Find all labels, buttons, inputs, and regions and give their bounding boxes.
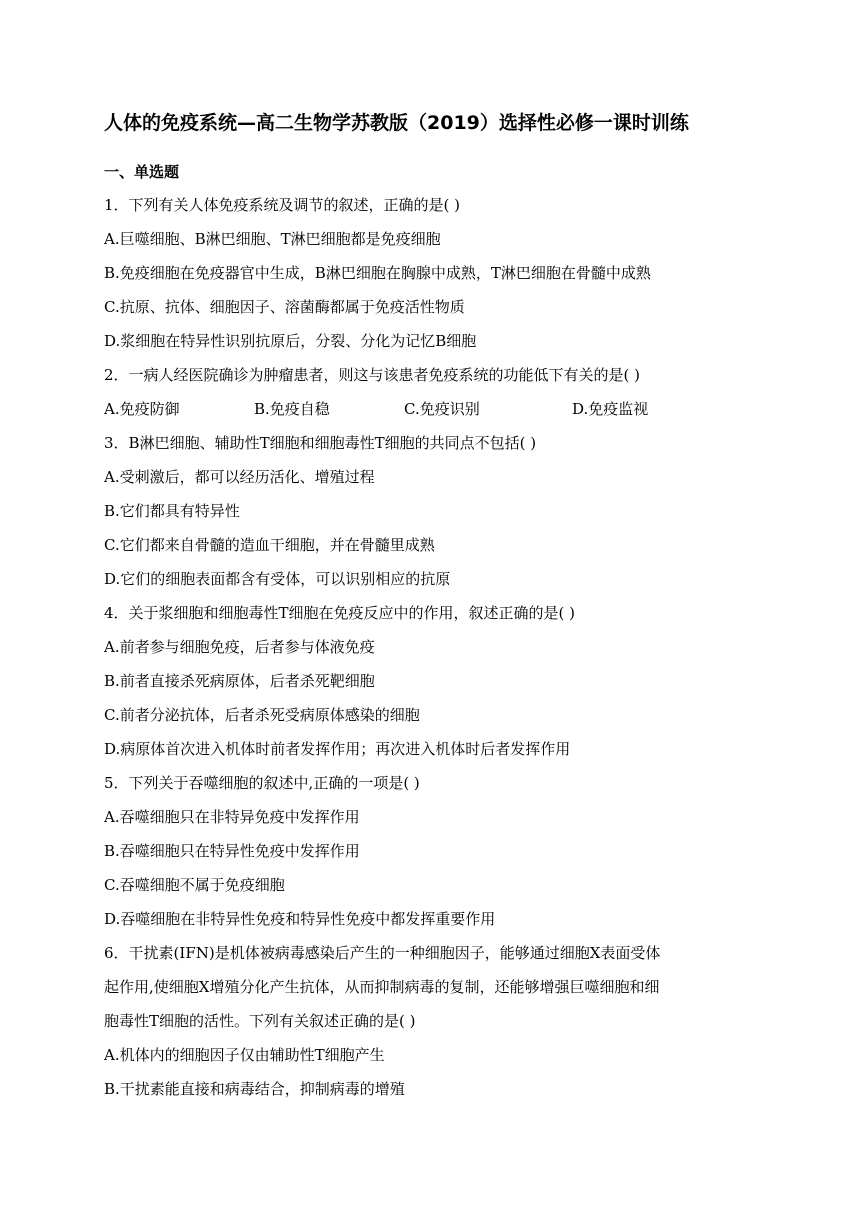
question-stem: 2．一病人经医院确诊为肿瘤患者，则这与该患者免疫系统的功能低下有关的是( )	[104, 366, 641, 384]
question-stem: 3．B淋巴细胞、辅助性T细胞和细胞毒性T细胞的共同点不包括( )	[104, 434, 537, 452]
option-c: C.免疫识别	[404, 400, 480, 418]
option-b: B.它们都具有特异性	[104, 502, 240, 520]
option-d: D.吞噬细胞在非特异性免疫和特异性免疫中都发挥重要作用	[104, 910, 496, 928]
question-stem-line: 6．干扰素(IFN)是机体被病毒感染后产生的一种细胞因子，能够通过细胞X表面受体	[104, 944, 661, 962]
document-title: 人体的免疫系统—高二生物学苏教版（2019）选择性必修一课时训练	[104, 112, 689, 134]
option-c: C.它们都来自骨髓的造血干细胞，并在骨髓里成熟	[104, 536, 435, 554]
option-d: D.免疫监视	[572, 400, 649, 418]
option-b: B.免疫自稳	[254, 400, 330, 418]
option-c: C.抗原、抗体、细胞因子、溶菌酶都属于免疫活性物质	[104, 298, 465, 316]
option-a: A.前者参与细胞免疫，后者参与体液免疫	[104, 638, 375, 656]
option-b: B.前者直接杀死病原体，后者杀死靶细胞	[104, 672, 375, 690]
question-list	[104, 188, 764, 1106]
option-d: D.病原体首次进入机体时前者发挥作用；再次进入机体时后者发挥作用	[104, 740, 571, 758]
option-d: D.浆细胞在特异性识别抗原后，分裂、分化为记忆B细胞	[104, 332, 477, 350]
question-stem-line: 胞毒性T细胞的活性。下列有关叙述正确的是( )	[104, 1012, 416, 1030]
option-a: A.巨噬细胞、B淋巴细胞、T淋巴细胞都是免疫细胞	[104, 230, 441, 248]
question-stem: 1．下列有关人体免疫系统及调节的叙述，正确的是( )	[104, 196, 461, 214]
option-row	[104, 392, 764, 426]
question-stem: 4．关于浆细胞和细胞毒性T细胞在免疫反应中的作用，叙述正确的是( )	[104, 604, 576, 622]
option-a: A.机体内的细胞因子仅由辅助性T细胞产生	[104, 1046, 385, 1064]
option-a: A.受刺激后，都可以经历活化、增殖过程	[104, 468, 375, 486]
option-d: D.它们的细胞表面都含有受体，可以识别相应的抗原	[104, 570, 451, 588]
option-c: C.前者分泌抗体，后者杀死受病原体感染的细胞	[104, 706, 420, 724]
option-b: B.干扰素能直接和病毒结合，抑制病毒的增殖	[104, 1080, 405, 1098]
section-heading: 一、单选题	[104, 163, 180, 181]
question-stem-line: 起作用,使细胞X增殖分化产生抗体，从而抑制病毒的复制，还能够增强巨噬细胞和细	[104, 978, 660, 996]
option-b: B.免疫细胞在免疫器官中生成，B淋巴细胞在胸腺中成熟，T淋巴细胞在骨髓中成熟	[104, 264, 651, 282]
option-b: B.吞噬细胞只在特异性免疫中发挥作用	[104, 842, 360, 860]
option-a: A.吞噬细胞只在非特异免疫中发挥作用	[104, 808, 360, 826]
option-c: C.吞噬细胞不属于免疫细胞	[104, 876, 285, 894]
question-stem: 5．下列关于吞噬细胞的叙述中,正确的一项是( )	[104, 774, 420, 792]
option-a: A.免疫防御	[104, 400, 180, 418]
